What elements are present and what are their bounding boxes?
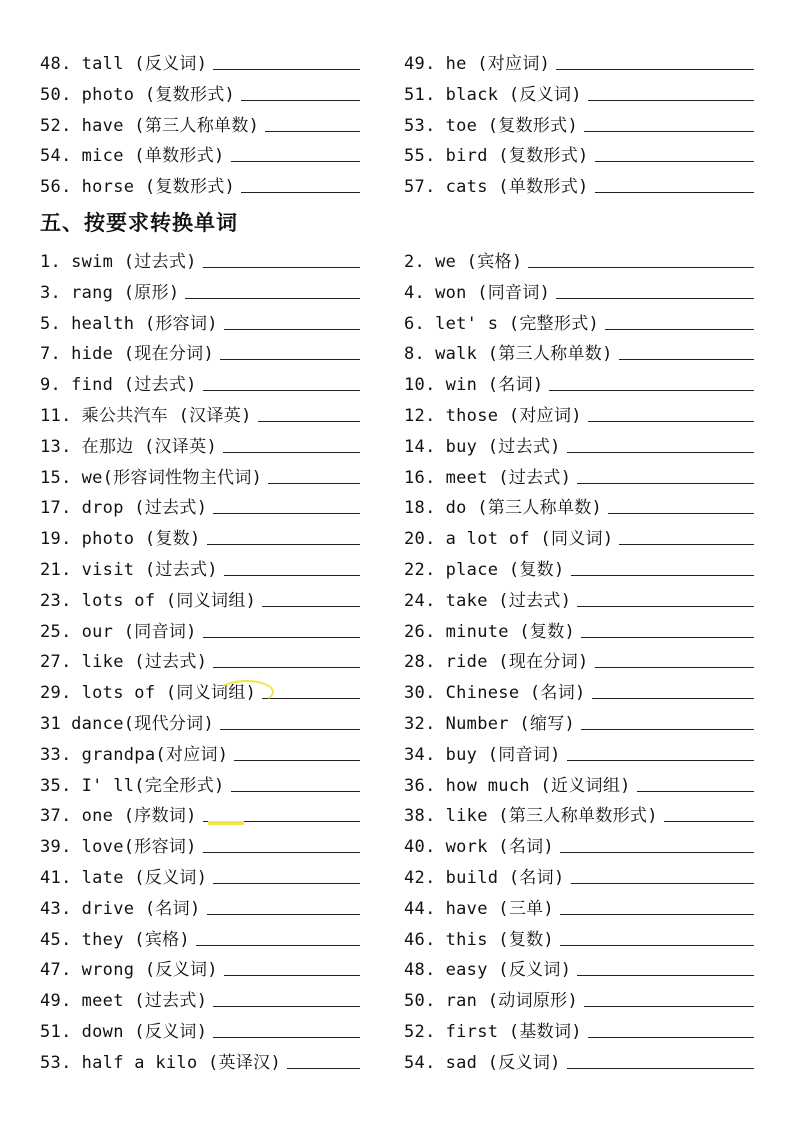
- answer-blank[interactable]: [234, 760, 360, 761]
- answer-blank[interactable]: [265, 131, 360, 132]
- question-text: meet (过去式): [81, 991, 208, 1012]
- question-item: [404, 554, 754, 580]
- question-item: [40, 431, 360, 457]
- answer-blank[interactable]: [567, 1068, 754, 1069]
- answer-blank[interactable]: [577, 606, 754, 607]
- question-text: we (宾格): [435, 252, 523, 272]
- question-item: [404, 462, 754, 488]
- question-number: 29.: [40, 683, 72, 704]
- question-number: 7.: [40, 344, 62, 365]
- answer-blank[interactable]: [595, 192, 754, 193]
- question-number: 17.: [40, 498, 72, 519]
- answer-blank[interactable]: [560, 914, 754, 915]
- question-text: take (过去式): [445, 590, 572, 611]
- question-item: [404, 1047, 754, 1073]
- question-item: [40, 1047, 360, 1073]
- question-text: rang (原形): [71, 282, 180, 303]
- answer-blank[interactable]: [605, 329, 754, 330]
- answer-blank[interactable]: [664, 821, 754, 822]
- question-number: 32.: [404, 714, 436, 734]
- question-number: 3.: [40, 282, 62, 303]
- question-text: we(形容词性物主代词): [81, 467, 263, 488]
- question-text: late (反义词): [81, 868, 208, 888]
- answer-blank[interactable]: [577, 483, 754, 484]
- question-item: [40, 554, 360, 580]
- question-item: [404, 246, 754, 272]
- answer-blank[interactable]: [241, 100, 360, 101]
- question-item: [40, 48, 360, 74]
- question-item: [404, 338, 754, 364]
- question-number: 30.: [404, 683, 436, 704]
- answer-blank[interactable]: [619, 359, 754, 360]
- question-text: first (基数词): [445, 1022, 582, 1042]
- answer-blank[interactable]: [207, 544, 361, 545]
- question-item: [40, 171, 360, 197]
- question-number: 10.: [404, 375, 436, 396]
- question-text: swim (过去式): [71, 252, 197, 272]
- question-text: photo (复数): [81, 529, 201, 550]
- question-item: [40, 79, 360, 105]
- answer-blank[interactable]: [588, 100, 754, 101]
- answer-blank[interactable]: [588, 421, 754, 422]
- question-item: [404, 369, 754, 395]
- answer-blank[interactable]: [268, 483, 360, 484]
- question-text: how much (近义词组): [445, 775, 631, 796]
- highlighter-underline-mark: [208, 821, 244, 825]
- question-text: visit (过去式): [81, 560, 218, 580]
- answer-blank[interactable]: [560, 945, 754, 946]
- question-item: [40, 338, 360, 364]
- answer-blank[interactable]: [213, 667, 360, 668]
- question-item: [404, 431, 754, 457]
- question-text: ride (现在分词): [445, 652, 589, 673]
- answer-blank[interactable]: [203, 852, 360, 853]
- question-item: [40, 523, 360, 549]
- answer-blank[interactable]: [549, 390, 754, 391]
- answer-blank[interactable]: [203, 267, 360, 268]
- answer-blank[interactable]: [196, 945, 360, 946]
- question-text: win (名词): [445, 375, 544, 396]
- answer-blank[interactable]: [213, 69, 360, 70]
- answer-blank[interactable]: [556, 298, 754, 299]
- question-item: [40, 308, 360, 334]
- question-text: health (形容词): [71, 313, 218, 334]
- question-number: 1.: [40, 252, 62, 272]
- question-item: [404, 400, 754, 426]
- question-text: place (复数): [445, 560, 565, 580]
- question-item: [404, 677, 754, 703]
- question-number: 45.: [40, 929, 72, 950]
- answer-blank[interactable]: [592, 698, 754, 699]
- question-item: [40, 677, 360, 703]
- question-number: 24.: [404, 590, 436, 611]
- question-text: let' s (完整形式): [435, 313, 600, 334]
- question-text: grandpa(对应词): [81, 744, 229, 765]
- question-number: 28.: [404, 652, 436, 673]
- question-item: [404, 523, 754, 549]
- question-number: 39.: [40, 837, 72, 858]
- highlighter-circle-mark: [218, 680, 274, 704]
- question-number: 6.: [404, 313, 426, 334]
- question-number: 40.: [404, 837, 436, 858]
- question-number: 33.: [40, 744, 72, 765]
- question-number: 19.: [40, 529, 72, 550]
- question-number: 27.: [40, 652, 72, 673]
- question-text: easy (反义词): [445, 960, 572, 981]
- answer-blank[interactable]: [560, 852, 754, 853]
- question-item: [40, 140, 360, 166]
- question-text: down (反义词): [81, 1022, 208, 1042]
- answer-blank[interactable]: [231, 161, 360, 162]
- question-number: 13.: [40, 436, 72, 457]
- question-item: [40, 646, 360, 672]
- question-number: 47.: [40, 960, 72, 981]
- question-text: drop (过去式): [81, 498, 208, 519]
- answer-blank[interactable]: [556, 69, 754, 70]
- question-number: 14.: [404, 436, 436, 457]
- question-item: [40, 831, 360, 857]
- question-item: [40, 246, 360, 272]
- question-number: 38.: [404, 806, 436, 827]
- question-text: walk (第三人称单数): [435, 344, 613, 365]
- question-text: Chinese (名词): [445, 683, 586, 704]
- question-number: 56.: [40, 177, 72, 198]
- question-text: wrong (反义词): [81, 960, 218, 981]
- answer-blank[interactable]: [213, 513, 360, 514]
- question-number: 15.: [40, 467, 72, 488]
- question-item: [404, 616, 754, 642]
- section-title: 五、按要求转换单词: [40, 211, 238, 235]
- answer-blank[interactable]: [185, 298, 360, 299]
- question-number: 12.: [404, 406, 436, 426]
- answer-blank[interactable]: [608, 513, 754, 514]
- answer-blank[interactable]: [528, 267, 754, 268]
- question-number: 52.: [40, 115, 72, 136]
- question-text: this (复数): [445, 929, 554, 950]
- question-item: [404, 48, 754, 74]
- answer-blank[interactable]: [637, 791, 754, 792]
- answer-blank[interactable]: [231, 791, 360, 792]
- question-text: ran (动词原形): [445, 991, 579, 1012]
- answer-blank[interactable]: [207, 914, 361, 915]
- question-number: 51.: [404, 84, 436, 105]
- answer-blank[interactable]: [584, 131, 754, 132]
- question-item: [404, 985, 754, 1011]
- question-text: meet (过去式): [445, 467, 572, 488]
- question-item: [40, 492, 360, 518]
- question-number: 36.: [404, 775, 436, 796]
- question-number: 8.: [404, 344, 426, 365]
- question-text: love(形容词): [81, 837, 197, 858]
- question-item: [40, 924, 360, 950]
- question-text: those (对应词): [445, 406, 582, 426]
- answer-blank[interactable]: [567, 452, 754, 453]
- answer-blank[interactable]: [571, 575, 755, 576]
- question-item: [404, 585, 754, 611]
- answer-blank[interactable]: [595, 667, 754, 668]
- question-item: [404, 110, 754, 136]
- question-number: 51.: [40, 1022, 72, 1042]
- question-number: 53.: [404, 115, 436, 136]
- question-number: 49.: [40, 991, 72, 1012]
- question-item: [40, 985, 360, 1011]
- question-text: photo (复数形式): [81, 84, 236, 105]
- question-text: hide (现在分词): [71, 344, 215, 365]
- question-number: 55.: [404, 146, 436, 167]
- question-item: [40, 893, 360, 919]
- question-item: [404, 646, 754, 672]
- question-number: 42.: [404, 868, 436, 888]
- question-item: [404, 79, 754, 105]
- answer-blank[interactable]: [571, 883, 755, 884]
- question-item: [404, 770, 754, 796]
- question-number: 50.: [404, 991, 436, 1012]
- question-number: 34.: [404, 744, 436, 765]
- question-number: 26.: [404, 621, 436, 642]
- question-item: [404, 1016, 754, 1042]
- question-item: [40, 800, 360, 826]
- question-text: lots of (同义词组): [81, 590, 257, 611]
- question-text: 在那边 (汉译英): [81, 436, 218, 457]
- question-item: [404, 140, 754, 166]
- question-item: [404, 800, 754, 826]
- question-number: 4.: [404, 282, 426, 303]
- question-number: 48.: [40, 54, 72, 74]
- question-item: [404, 954, 754, 980]
- answer-blank[interactable]: [262, 606, 360, 607]
- question-number: 20.: [404, 529, 436, 550]
- question-text: they (宾格): [81, 929, 190, 950]
- question-item: [40, 585, 360, 611]
- question-text: work (名词): [445, 837, 554, 858]
- question-item: [404, 277, 754, 303]
- question-text: minute (复数): [445, 621, 576, 642]
- question-text: one (序数词): [81, 806, 197, 827]
- question-text: he (对应词): [445, 54, 551, 74]
- question-text: a lot of (同义词): [445, 529, 614, 550]
- question-text: buy (同音词): [445, 744, 561, 765]
- answer-blank[interactable]: [213, 1006, 360, 1007]
- question-number: 46.: [404, 929, 436, 950]
- answer-blank[interactable]: [220, 729, 360, 730]
- question-text: sad (反义词): [445, 1052, 561, 1073]
- question-text: Number (缩写): [445, 714, 576, 734]
- answer-blank[interactable]: [581, 729, 754, 730]
- answer-blank[interactable]: [619, 544, 754, 545]
- question-number: 53.: [40, 1052, 72, 1073]
- question-item: [404, 708, 754, 734]
- question-text: dance(现代分词): [71, 714, 215, 734]
- question-number: 41.: [40, 868, 72, 888]
- answer-blank[interactable]: [567, 760, 754, 761]
- question-text: bird (复数形式): [445, 146, 589, 167]
- question-item: [40, 862, 360, 888]
- question-text: 乘公共汽车 (汉译英): [81, 406, 252, 426]
- question-item: [40, 708, 360, 734]
- answer-blank[interactable]: [203, 390, 360, 391]
- question-text: lots of (同义词组): [81, 683, 257, 704]
- answer-blank[interactable]: [213, 883, 360, 884]
- answer-blank[interactable]: [213, 1037, 360, 1038]
- question-number: 16.: [404, 467, 436, 488]
- answer-blank[interactable]: [224, 975, 360, 976]
- question-item: [40, 462, 360, 488]
- answer-blank[interactable]: [581, 637, 754, 638]
- answer-blank[interactable]: [262, 698, 360, 699]
- question-item: [404, 171, 754, 197]
- question-text: do (第三人称单数): [445, 498, 603, 519]
- question-number: 43.: [40, 898, 72, 919]
- question-item: [40, 739, 360, 765]
- question-number: 35.: [40, 775, 72, 796]
- question-text: black (反义词): [445, 84, 582, 105]
- question-text: find (过去式): [71, 375, 197, 396]
- question-number: 21.: [40, 560, 72, 580]
- question-text: tall (反义词): [81, 54, 208, 74]
- question-item: [404, 831, 754, 857]
- question-item: [40, 770, 360, 796]
- question-text: have (第三人称单数): [81, 115, 260, 136]
- question-text: won (同音词): [435, 282, 551, 303]
- question-item: [40, 616, 360, 642]
- question-number: 31: [40, 714, 62, 734]
- question-text: buy (过去式): [445, 436, 561, 457]
- question-number: 57.: [404, 177, 436, 198]
- answer-blank[interactable]: [220, 359, 360, 360]
- question-text: have (三单): [445, 898, 554, 919]
- question-item: [404, 862, 754, 888]
- answer-blank[interactable]: [595, 161, 754, 162]
- answer-blank[interactable]: [577, 975, 754, 976]
- question-item: [404, 492, 754, 518]
- answer-blank[interactable]: [224, 329, 360, 330]
- question-item: [40, 369, 360, 395]
- question-item: [40, 277, 360, 303]
- question-item: [404, 739, 754, 765]
- answer-blank[interactable]: [241, 192, 360, 193]
- question-item: [40, 1016, 360, 1042]
- answer-blank[interactable]: [203, 637, 360, 638]
- answer-blank[interactable]: [223, 452, 360, 453]
- question-item: [404, 308, 754, 334]
- question-number: 23.: [40, 590, 72, 611]
- question-number: 52.: [404, 1022, 436, 1042]
- question-text: drive (名词): [81, 898, 201, 919]
- question-number: 9.: [40, 375, 62, 396]
- question-text: cats (单数形式): [445, 177, 589, 198]
- question-number: 2.: [404, 252, 426, 272]
- question-text: like (第三人称单数形式): [445, 806, 658, 827]
- answer-blank[interactable]: [584, 1006, 754, 1007]
- question-number: 48.: [404, 960, 436, 981]
- question-number: 22.: [404, 560, 436, 580]
- question-text: build (名词): [445, 868, 565, 888]
- question-item: [40, 110, 360, 136]
- answer-blank[interactable]: [287, 1068, 360, 1069]
- question-number: 54.: [404, 1052, 436, 1073]
- answer-blank[interactable]: [224, 575, 360, 576]
- question-item: [404, 893, 754, 919]
- answer-blank[interactable]: [258, 421, 360, 422]
- question-number: 25.: [40, 621, 72, 642]
- question-item: [40, 400, 360, 426]
- question-number: 5.: [40, 313, 62, 334]
- question-number: 54.: [40, 146, 72, 167]
- answer-blank[interactable]: [588, 1037, 754, 1038]
- question-number: 49.: [404, 54, 436, 74]
- question-item: [404, 924, 754, 950]
- question-text: I' ll(完全形式): [81, 775, 225, 796]
- question-text: mice (单数形式): [81, 146, 225, 167]
- question-number: 50.: [40, 84, 72, 105]
- question-item: [40, 954, 360, 980]
- question-number: 44.: [404, 898, 436, 919]
- question-text: toe (复数形式): [445, 115, 579, 136]
- question-number: 11.: [40, 406, 72, 426]
- question-text: half a kilo (英译汉): [81, 1052, 281, 1073]
- question-number: 18.: [404, 498, 436, 519]
- question-text: horse (复数形式): [81, 177, 236, 198]
- question-text: our (同音词): [81, 621, 197, 642]
- question-number: 37.: [40, 806, 72, 827]
- question-text: like (过去式): [81, 652, 208, 673]
